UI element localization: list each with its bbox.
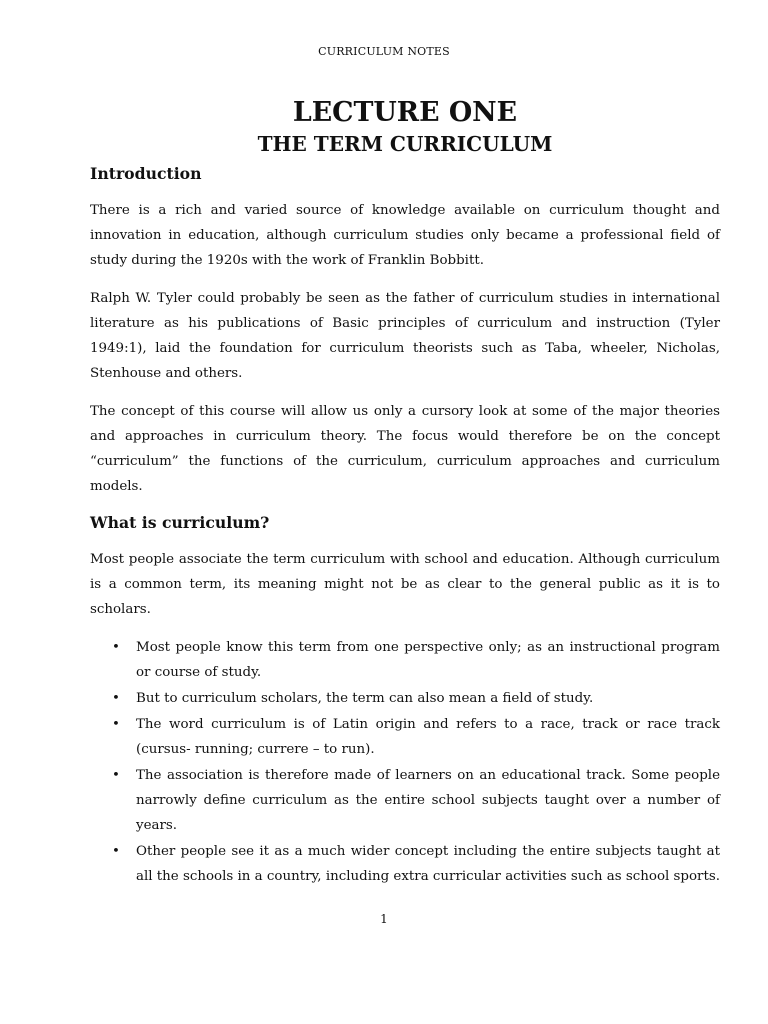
bullet-list: [90, 635, 720, 889]
list-item: • The association is therefore made of learners on an educational track. Some people narrowly define curriculum as the entire school subjects taught over a number of years.: [90, 763, 720, 838]
topic-title: THE TERM CURRICULUM: [257, 132, 553, 156]
running-header: CURRICULUM NOTES: [318, 45, 450, 58]
list-item: • Most people know this term from one perspective only; as an instructional program or course of study.: [90, 635, 720, 685]
paragraph: Ralph W. Tyler could probably be seen as the father of curriculum studies in international literature as his publications of Basic principles of curriculum and instruction (Tyler 1949:1), laid the foundation for curriculum theorists such as Taba, wheeler, Nicholas, Stenhouse and others.: [90, 291, 720, 381]
paragraph: Most people associate the term curriculum with school and education. Although curriculum is a common term, its meaning might not be as clear to the general public as it is to scholars.: [90, 552, 720, 617]
list-item: • The word curriculum is of Latin origin and refers to a race, track or race track (cursus- running; currere – to run).: [90, 712, 720, 762]
page-number: 1: [380, 912, 388, 926]
section-heading-introduction: Introduction: [90, 164, 202, 183]
section-heading-what-is-curriculum: What is curriculum?: [90, 513, 270, 532]
paragraph: The concept of this course will allow us only a cursory look at some of the major theories and approaches in curriculum theory. The focus would therefore be on the concept “curriculum” the functions of the curriculum, curriculum approaches and curriculum models.: [90, 404, 720, 494]
list-item: • Other people see it as a much wider concept including the entire subjects taught at all the schools in a country, including extra curricular activities such as school sports.: [90, 839, 720, 889]
paragraph: There is a rich and varied source of knowledge available on curriculum thought and innovation in education, although curriculum studies only became a professional field of study during the 1920s with the work of Franklin Bobbitt.: [90, 203, 720, 268]
page-content: [90, 97, 720, 890]
list-item: • But to curriculum scholars, the term can also mean a field of study.: [90, 686, 720, 711]
lecture-title: LECTURE ONE: [292, 97, 518, 128]
